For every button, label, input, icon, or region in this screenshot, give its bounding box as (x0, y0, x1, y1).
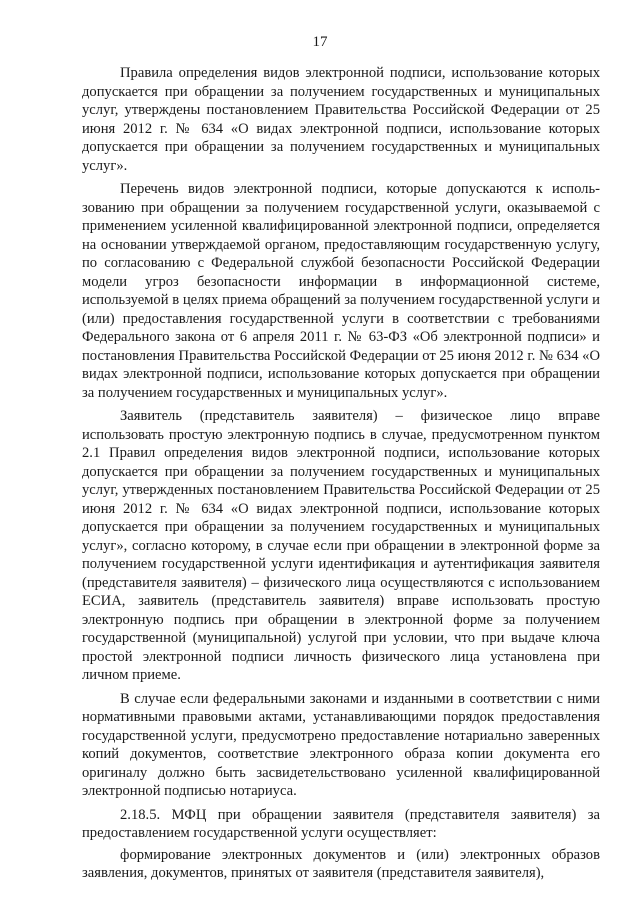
page-number: 17 (312, 34, 328, 50)
paragraph-mfc-duties: 2.18.5. МФЦ при обращении заявителя (представителя заявителя) за предоставлением государственной услуги осуществляет: (82, 806, 600, 841)
paragraph-simple-signature: Заявитель (представитель заявителя) – физическое лицо вправе использовать простую электронную подпись в случае, предусмотренном пунктом 2.1 Правил определения видов электронной подписи, использование которых допускается при обращении за получением государственных и муниципальных услуг, утвержденных постановлением Правительства Российской Федерации от 25 июня 2012 г. № 634 «О видах электронной подписи, использование которых допускается при обращении за получением государственных и муниципальных услуг», согласно которому, в случае если при обращении в электронной форме за получением государственной услуги идентификация и аутентификация заявителя (представителя заявителя) – физического лица осуществляются с использованием ЕСИА, заявитель (представитель заявителя) вправе использовать простую электронную подпись при обращении в электронной форме за получением государственной (муниципальной) услугой при условии, что при выдаче ключа простой электронной подписи личность физического лица установлена при личном приеме. (82, 408, 600, 683)
document-body (82, 64, 600, 888)
paragraph-signature-rules: Правила определения видов электронной подписи, использование которых допускается при обращении за получением государственных и муниципальных услуг, утверждены постановлением Правительства Российской Федерации от 25 июня 2012 г. № 634 «О видах электронной подписи, использование которых допускается при обращении за получением государственных и муниципальных услуг». (82, 65, 600, 174)
paragraph-notarized-copies: В случае если федеральными законами и изданными в соответствии с ними нормативными правовыми актами, устанавливающими порядок предоставления государственной услуги, предусмотрено предоставление нотариально заверенных копий документов, соответствие электронного образа копии документа его оригиналу должно быть засвидетельствовано усиленной квалифицированной электронной подписью нотариуса. (82, 690, 600, 799)
paragraph-signature-types-list: Перечень видов электронной подписи, которые допускаются к использованию при обращении за получением государственной услуги, оказываемой с применением усиленной квалифицированной электронной подписи, определяется на основании утверждаемой органом, предоставляющим государственную услугу, по согласованию с Федеральной службой безопасности Российской Федерации модели угроз безопасности информации в информационной системе, используемой в целях приема обращений за получением государственной услуги и (или) предоставления государственной услуги в соответствии с требованиями Федерального закона от 6 апреля 2011 г. № 63-ФЗ «Об электронной подписи» и постановления Правительства Российской Федерации от 25 июня 2012 г. № 634 «О видах электронной подписи, использование которых допускается при обращении за получением государственных и муниципальных услуг». (82, 181, 600, 401)
paragraph-electronic-documents: формирование электронных документов и (или) электронных образов заявления, документов, принятых от заявителя (представителя заявителя), (82, 846, 600, 881)
